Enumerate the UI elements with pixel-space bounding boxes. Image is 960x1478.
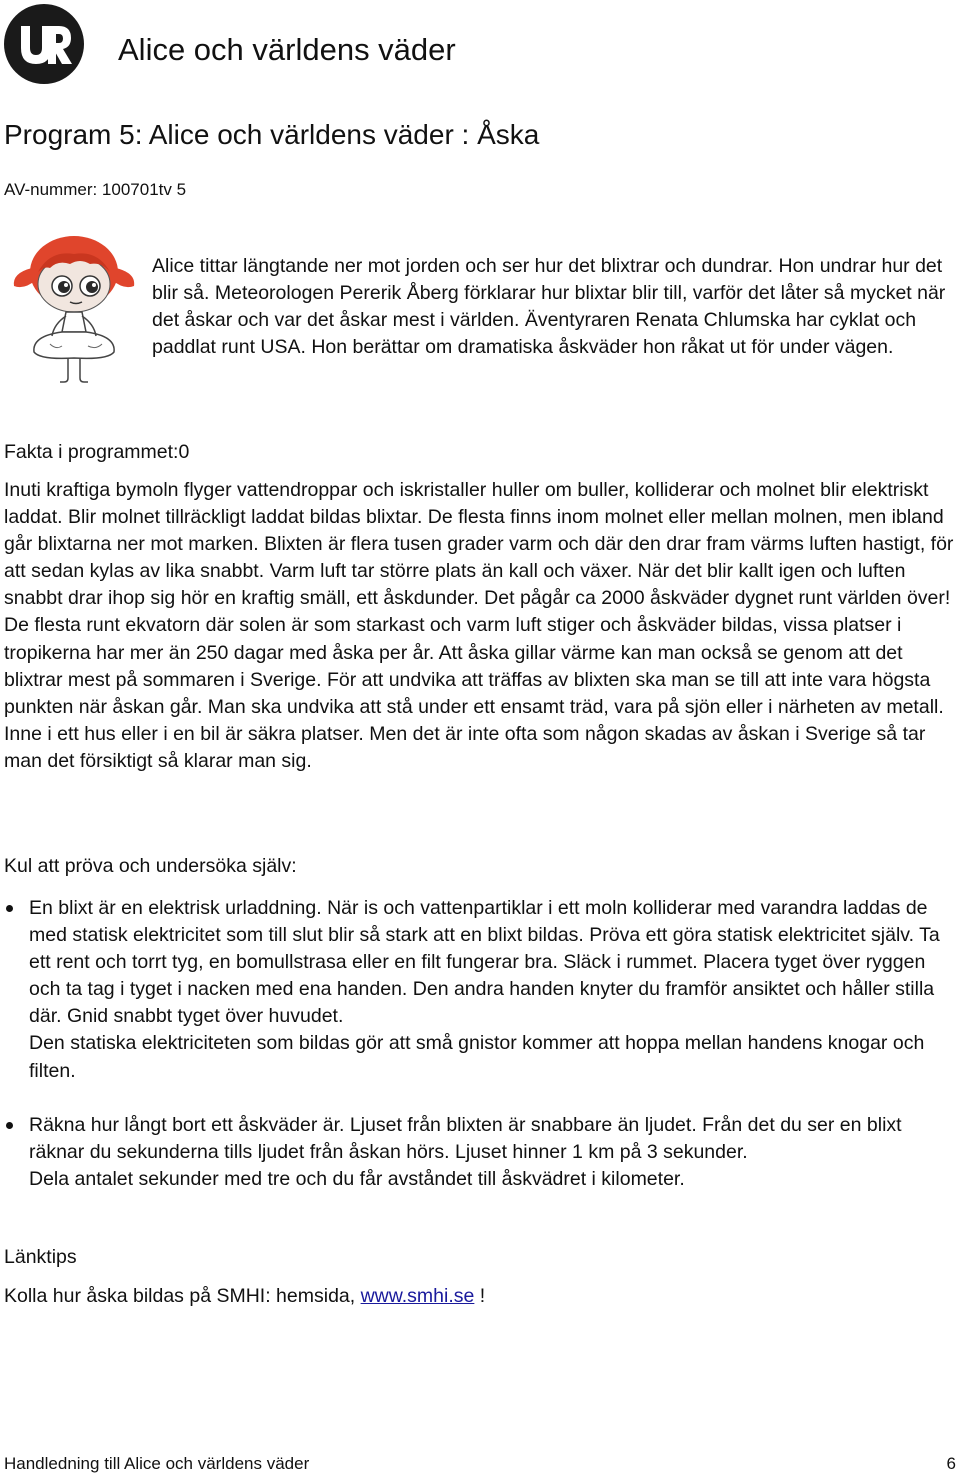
intro-paragraph: Alice tittar längtande ner mot jorden och ser hur det blixtrar och dundrar. Hon undrar hur det blir så. Meteorologen Pererik Åberg förklarar hur blixtar blir till, varför det låter så mycket när det åskar och var det åskar mest i världen. Äventyraren Renata Chlumska har cyklat och paddlat runt USA. Hon berättar om dramatiska åskväder hon råkat ut för under vägen. [152, 255, 946, 358]
list-item [4, 1112, 960, 1193]
smhi-link[interactable]: www.smhi.se [360, 1285, 475, 1307]
bullet-icon [6, 1122, 13, 1129]
av-number: AV-nummer: 100701tv 5 [4, 180, 187, 199]
page-number: 6 [946, 1454, 956, 1473]
list-item-text: Räkna hur långt bort ett åskväder är. Ljuset från blixten är snabbare än ljudet. Från det du ser en blixt räknar du sekunderna tills ljudet från åskan hörs. Ljuset hinner 1 km på 3 sekunder. [29, 1113, 902, 1163]
list-item-text-continued: Dela antalet sekunder med tre och du får avståndet till åskvädret i kilometer. [29, 1167, 685, 1190]
bullet-icon [6, 905, 13, 912]
document-header-title: Alice och världens väder [118, 32, 456, 67]
ur-logo-icon [4, 4, 84, 84]
list-item [4, 895, 960, 1085]
link-tips-line [4, 1285, 485, 1308]
link-tips-prefix: Kolla hur åska bildas på SMHI: hemsida, [4, 1285, 361, 1307]
link-tips-heading: Länktips [4, 1246, 77, 1268]
list-item-text: En blixt är en elektrisk urladdning. När is och vattenpartiklar i ett moln kolliderar med varandra laddas de med statisk elektricitet som till slut blir så stark att en blixt bildas. Pröva ett göra statisk elektricitet själv. Ta ett rent och torrt tyg, en bomullstrasa eller en filt fungerar bra. Släck i rummet. Placera tyget över ryggen och ta tag i tyget i nacken med ena handen. Den andra handen knyter du framför ansiktet och håller stilla där. Gnid snabbt tyget över huvudet. [29, 897, 940, 1028]
alice-character-icon [10, 228, 138, 386]
try-yourself-list [4, 895, 960, 1193]
facts-paragraph: Inuti kraftiga bymoln flyger vattendroppar och iskristaller huller om buller, kolliderar och molnet blir elektriskt laddat. Blir molnet tillräckligt laddat bildas blixtar. De flesta finns inom molnet eller mellan molnen, men ibland går blixtarna ner mot marken. Blixten är flera tusen grader varm och där den drar fram värms luften hastigt, för att sedan kylas av lika snabbt. Varm luft tar större plats än kall och växer. När det blir kallt igen och luften snabbt drar ihop sig hör en kraftig smäll, ett åskdunder. Det pågår ca 2000 åskväder dygnet runt världen över! De flesta runt ekvatorn där solen är som starkast och varm luft stiger och åskväder bildas, vissa platser i tropikerna har mer än 250 dagar med åska per år. Att åska gillar värme kan man också se genom att det blixtrar mest på sommaren i Sverige. För att undvika att träffas av blixten ska man se till att inte vara högsta punkten när åskan går. Man ska undvika att stå under ett ensamt träd, vara på sjön eller i närheten av metall. Inne i ett hus eller i en bil är säkra platser. Men det är inte ofta som någon skadas av åskan i Sverige så tar man det försiktigt så klarar man sig. [4, 479, 954, 772]
footer-title: Handledning till Alice och världens väder [4, 1454, 310, 1473]
program-title: Program 5: Alice och världens väder : Åska [4, 119, 540, 150]
facts-section [4, 477, 960, 775]
link-tips-suffix: ! [474, 1285, 486, 1307]
program-description [152, 253, 960, 361]
list-item-text-continued: Den statiska elektriciteten som bildas gör att små gnistor kommer att hoppa mellan handens knogar och filten. [29, 1032, 925, 1082]
try-yourself-heading: Kul att pröva och undersöka själv: [4, 855, 297, 877]
facts-heading: Fakta i programmet:0 [4, 441, 190, 463]
